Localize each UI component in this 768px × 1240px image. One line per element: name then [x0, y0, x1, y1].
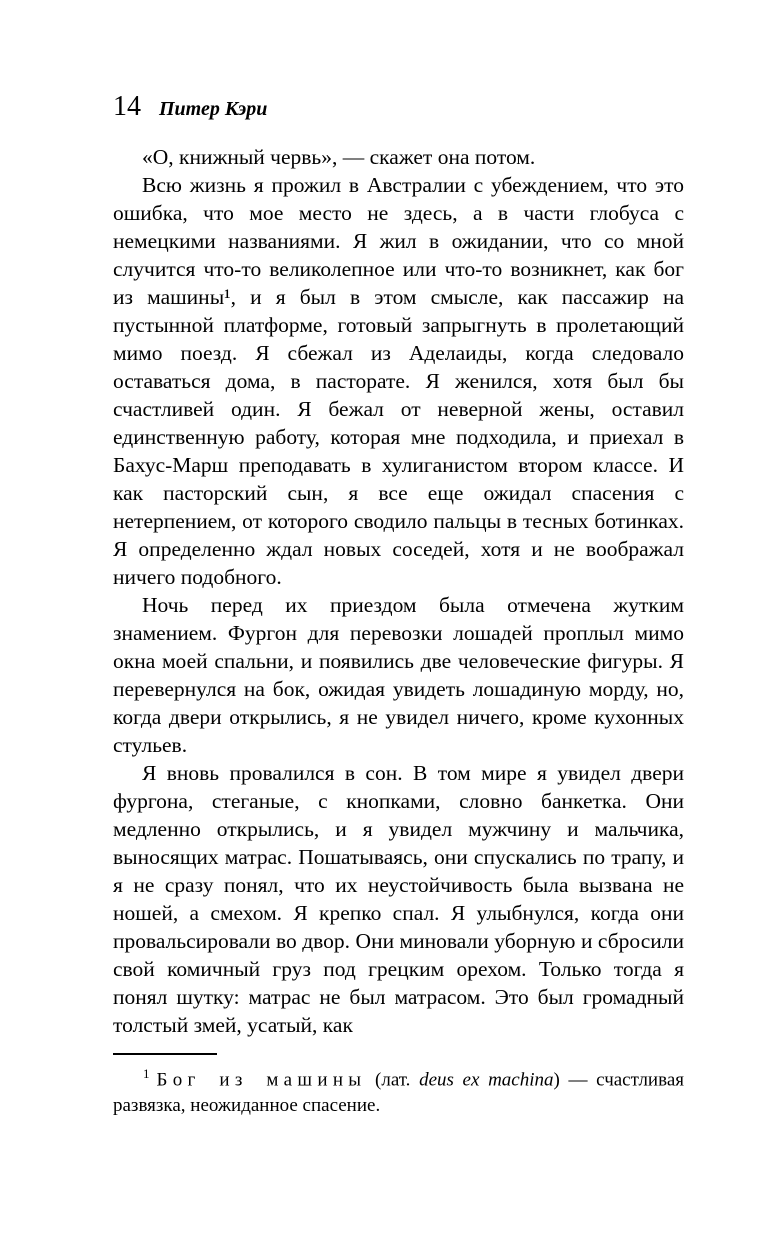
paragraph: «О, книжный червь», — скажет она потом. — [142, 145, 536, 169]
footnote-section — [113, 1053, 684, 1119]
running-title: Питер Кэри — [159, 98, 268, 120]
running-header — [113, 93, 684, 121]
footnote-latin-phrase: deus ex machina — [419, 1069, 554, 1091]
paragraph: Всю жизнь я прожил в Австралии с убеждением, что это ошибка, что мое место не здесь, а в части глобуса с немецкими названиями. Я жил в ожидании, что со мной случится что-то великолепное или что-то возникнет, как бог из машины¹, и я был в этом смысле, как пассажир на пустынной платформе, готовый запрыгнуть в пролетающий мимо поезд. Я сбежал из Аделаиды, когда следовало оставаться дома, в пасторате. Я женился, хотя был бы счастливей один. Я бежал от неверной жены, оставил единственную работу, которая мне подходила, и приехал в Бахус-Марш преподавать в хулиганистом втором классе. И как пасторский сын, я все еще ожидал спасения с нетерпением, от которого сводило пальцы в тесных ботинках. Я определенно ждал новых соседей, хотя и не воображал ничего подобного. — [113, 173, 684, 589]
footnote-text — [113, 1061, 684, 1119]
body-text — [113, 143, 684, 1039]
footnote-definition: ) — счастливая развязка, неожиданное спасение. — [113, 1069, 684, 1117]
paragraph: Ночь перед их приездом была отмечена жутким знамением. Фургон для перевозки лошадей проплыл мимо окна моей спальни, и появились две человеческие фигуры. Я перевернулся на бок, ожидая увидеть лошадиную морду, но, когда двери открылись, я не увидел ничего, кроме кухонных стульев. — [113, 593, 684, 757]
paragraph: Я вновь провалился в сон. В том мире я увидел двери фургона, стеганые, с кнопками, словно банкетка. Они медленно открылись, и я увидел мужчину и мальчика, выносящих матрас. Пошатываясь, они спускались по трапу, и я не сразу понял, что их неустойчивость была вызвана не ношей, а смехом. Я крепко спал. Я улыбнулся, когда они провальсировали во двор. Они миновали уборную и сбросили свой комичный груз под грецким орехом. Только тогда я понял шутку: матрас не был матрасом. Это был громадный толстый змей, усатый, как — [113, 761, 684, 1037]
page-number: 14 — [113, 91, 141, 122]
footnote-separator — [113, 1053, 217, 1055]
footnote-term: Бог из машины — [156, 1069, 367, 1091]
footnote-marker: 1 — [143, 1066, 150, 1081]
footnote-lang-label: (лат. — [366, 1069, 420, 1091]
